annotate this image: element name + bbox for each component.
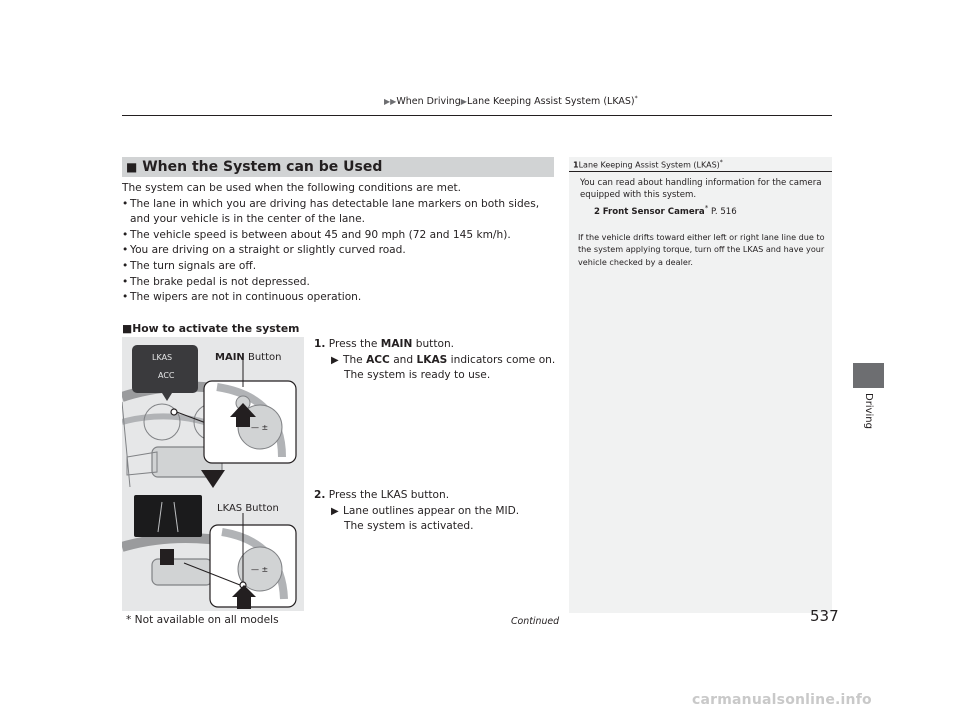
breadcrumb-arrow-icon: ▶ xyxy=(390,97,397,107)
condition-item: • The brake pedal is not depressed. xyxy=(122,275,562,291)
condition-item: • The wipers are not in continuous operation. xyxy=(122,290,562,306)
note-marker-icon: 1 xyxy=(573,160,579,170)
availability-mark: * xyxy=(634,95,638,102)
bullet-icon: • xyxy=(122,197,129,210)
bullet-icon: • xyxy=(122,275,129,288)
footnote: * Not available on all models xyxy=(126,614,279,626)
header-rule xyxy=(122,115,832,116)
breadcrumb-parent: When Driving xyxy=(396,96,461,108)
subsection-marker-icon: ■ xyxy=(122,322,133,335)
conditions-block xyxy=(122,181,562,306)
chapter-tab-label: Driving xyxy=(863,393,874,429)
svg-text:— ±: — ± xyxy=(251,423,269,432)
step-result: ▶ The ACC and LKAS indicators come on. xyxy=(314,353,559,369)
conditions-intro: The system can be used when the following conditions are met. xyxy=(122,182,462,194)
condition-item: • You are driving on a straight or slightly curved road. xyxy=(122,243,562,259)
reference-marker-icon: 2 xyxy=(594,206,600,217)
step-1: 1. Press the MAIN button. ▶ The ACC and LKAS indicators come on. The system is ready to use. xyxy=(314,337,559,384)
sidebar-heading: 1Lane Keeping Assist System (LKAS)* xyxy=(573,159,723,170)
condition-item: • The lane in which you are driving has detectable lane markers on both sides, and your vehicle is in the center of the lane. xyxy=(122,197,540,226)
sidebar-rule xyxy=(569,171,832,172)
sidebar-paragraph: If the vehicle drifts toward either left or right lane line due to the system applying torque, turn off the LKAS and have your vehicle checked by a dealer. xyxy=(578,232,825,267)
step-number: 1. xyxy=(314,338,326,350)
breadcrumb xyxy=(384,95,638,107)
steering-wheel-illustration xyxy=(122,337,304,611)
step-number: 2. xyxy=(314,489,326,501)
section-marker-icon: ■ xyxy=(126,160,138,174)
bullet-icon: • xyxy=(122,259,129,272)
bullet-icon: • xyxy=(122,244,129,257)
subsection-heading xyxy=(122,322,299,335)
result-arrow-icon: ▶ xyxy=(331,354,339,366)
steering-wheel-icon xyxy=(122,337,304,611)
section-heading xyxy=(122,157,554,177)
main-button-label: MAIN Button xyxy=(215,352,282,363)
sidebar-note xyxy=(569,157,832,613)
breadcrumb-arrow-icon: ▶ xyxy=(460,97,467,107)
subsection-title: How to activate the system xyxy=(132,322,300,335)
step-result: ▶ Lane outlines appear on the MID. xyxy=(314,504,559,520)
svg-text:— ±: — ± xyxy=(251,565,269,574)
chapter-tab xyxy=(853,363,884,388)
cross-reference-link[interactable]: 2 Front Sensor Camera* P. 516 xyxy=(594,203,737,217)
condition-item: • The turn signals are off. xyxy=(122,259,562,275)
bullet-icon: • xyxy=(122,228,129,241)
result-arrow-icon: ▶ xyxy=(331,505,339,517)
display-acc-indicator: ACC xyxy=(158,371,175,380)
lkas-button-label: LKAS Button xyxy=(217,503,279,514)
page-number: 537 xyxy=(810,607,839,625)
section-title: When the System can be Used xyxy=(142,159,383,175)
watermark: carmanualsonline.info xyxy=(692,692,872,708)
continued-label: Continued xyxy=(511,616,560,627)
sidebar-paragraph: You can read about handling information for the camera equipped with this system. xyxy=(580,178,822,201)
step-2: 2. Press the LKAS button. ▶ Lane outlines appear on the MID. The system is activated. xyxy=(314,488,559,535)
display-lkas-indicator: LKAS xyxy=(152,353,173,362)
step-result-line: The system is activated. xyxy=(344,520,474,533)
bullet-icon: • xyxy=(122,291,129,304)
breadcrumb-arrow-icon: ▶ xyxy=(384,97,391,107)
step-result-line: The system is ready to use. xyxy=(344,369,491,382)
breadcrumb-current: Lane Keeping Assist System (LKAS) xyxy=(466,96,635,108)
condition-item: • The vehicle speed is between about 45 and 90 mph (72 and 145 km/h). xyxy=(122,228,562,244)
